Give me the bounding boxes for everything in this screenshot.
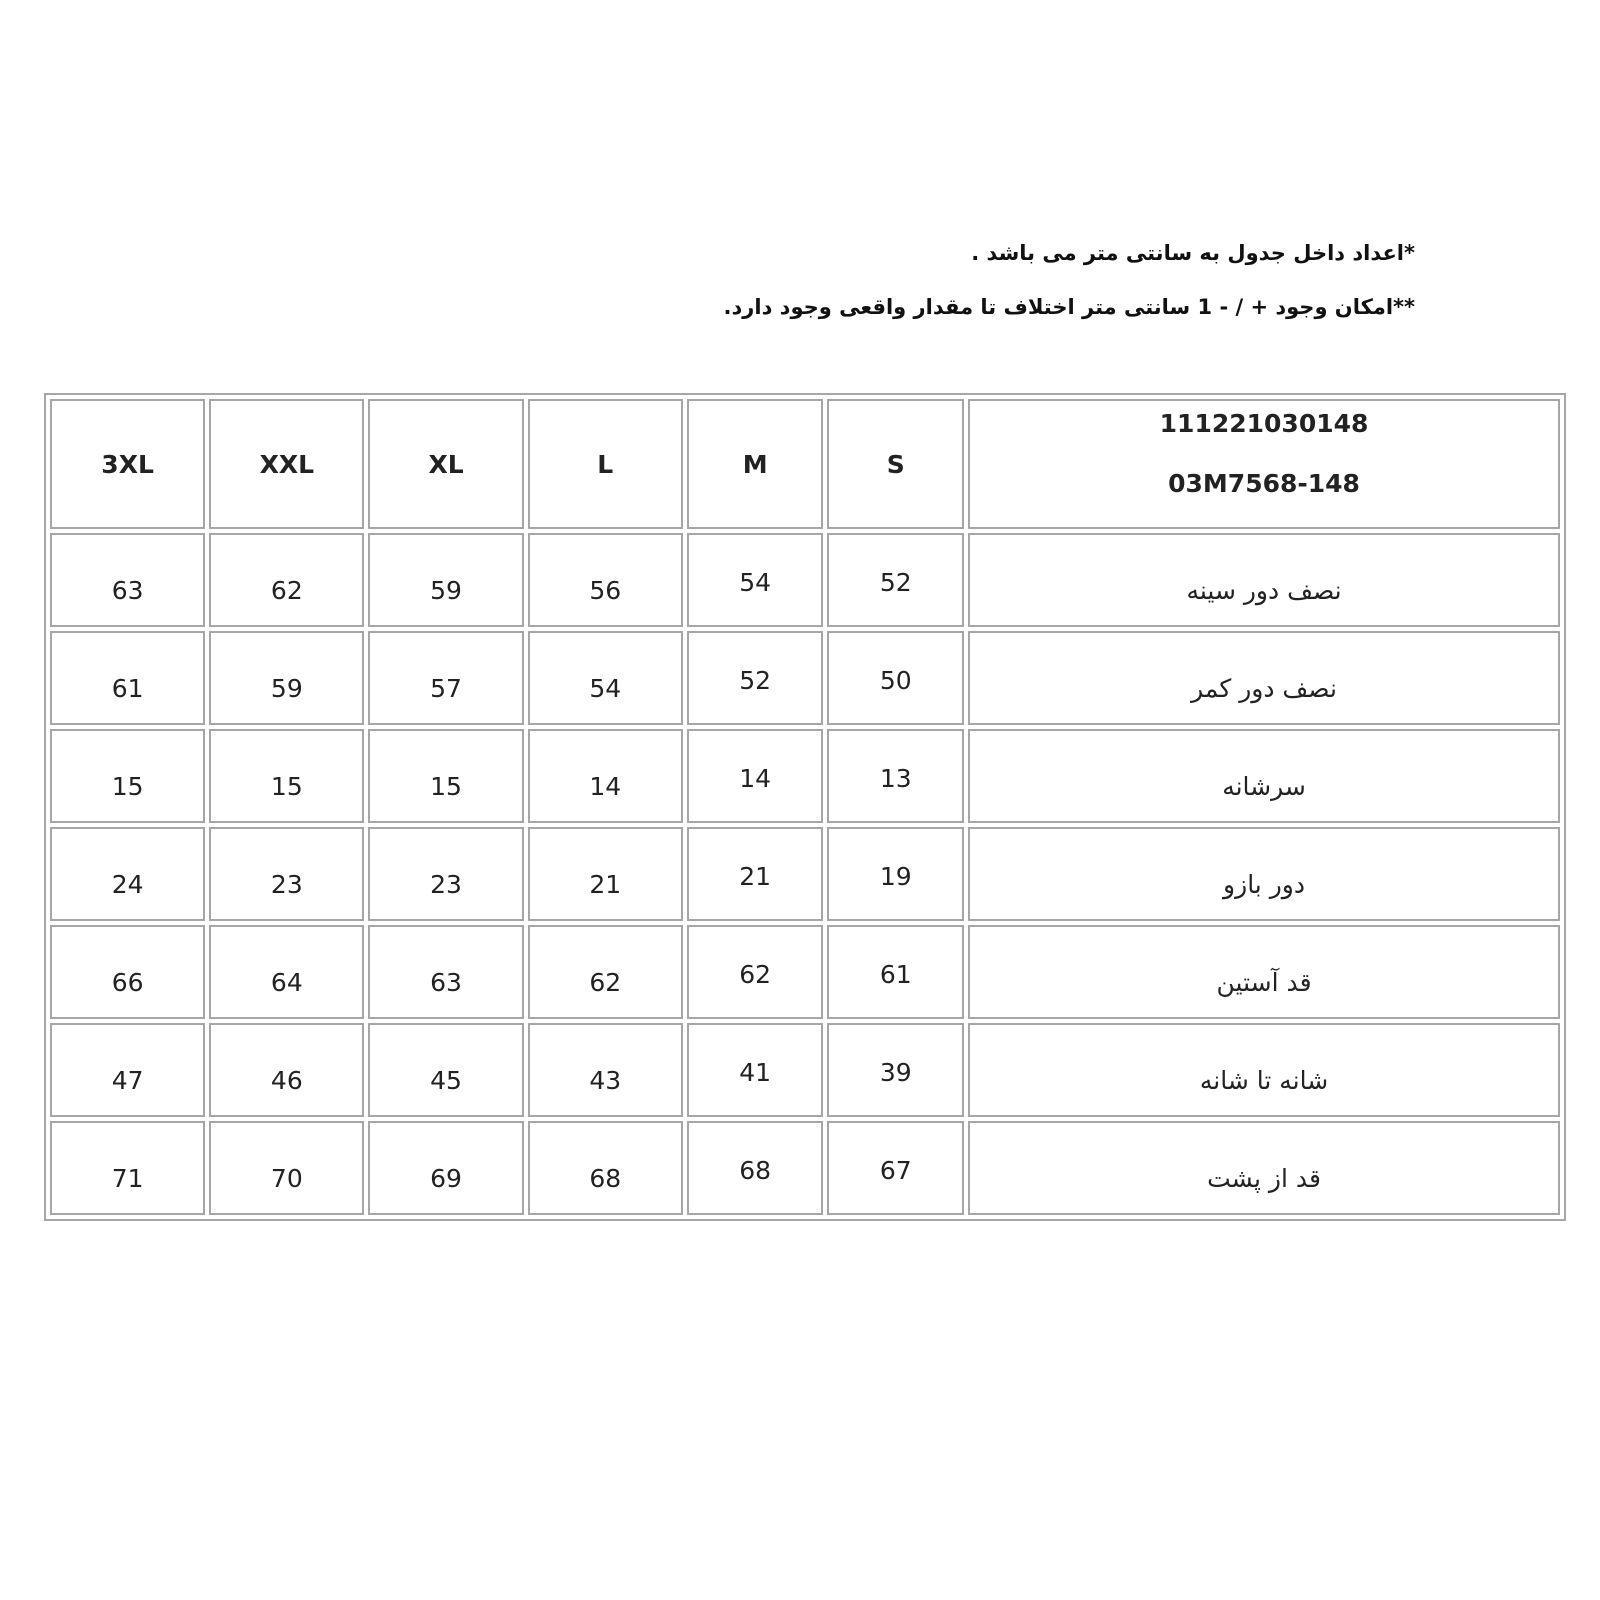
measurement-label: [968, 827, 1560, 921]
measurement-value: 19: [879, 861, 912, 891]
value-cell-3xl: [50, 729, 205, 823]
measurement-label: [968, 1121, 1560, 1215]
value-cell-3xl: [50, 533, 205, 627]
value-cell-l: [528, 631, 683, 725]
value-cell-xl: [368, 729, 523, 823]
measurement-value: 54: [589, 673, 622, 703]
measurement-label: [968, 925, 1560, 1019]
value-cell-3xl: [50, 631, 205, 725]
value-cell-xxl: [209, 631, 364, 725]
measurement-value: 15: [270, 771, 303, 801]
measurement-value: 39: [879, 1057, 912, 1087]
measurement-value: 21: [589, 869, 622, 899]
table-row: [50, 631, 1560, 725]
table-row: [50, 1023, 1560, 1117]
size-header-l: L: [528, 399, 683, 529]
measurement-label: [968, 631, 1560, 725]
size-header-s: S: [827, 399, 964, 529]
value-cell-s: [827, 631, 964, 725]
value-cell-l: [528, 1121, 683, 1215]
measurement-value: 23: [430, 869, 462, 899]
size-header-m: M: [687, 399, 824, 529]
value-cell-xxl: [209, 925, 364, 1019]
measurement-label: [968, 1023, 1560, 1117]
measurement-value: 63: [430, 967, 462, 997]
measurement-value: 52: [879, 567, 912, 597]
value-cell-3xl: [50, 1121, 205, 1215]
measurement-value: 62: [270, 575, 303, 605]
header-row: [50, 399, 1560, 529]
product-code: 111221030148: [1159, 409, 1369, 438]
value-cell-m: [687, 729, 824, 823]
value-cell-3xl: [50, 925, 205, 1019]
measurement-value: 64: [270, 967, 303, 997]
measurement-value: 54: [739, 567, 772, 597]
value-cell-xxl: [209, 533, 364, 627]
value-cell-s: [827, 1121, 964, 1215]
measurement-value: 23: [270, 869, 303, 899]
measurement-label: [968, 729, 1560, 823]
measurement-value: 50: [879, 665, 912, 695]
value-cell-3xl: [50, 827, 205, 921]
product-code-cell: [968, 399, 1560, 529]
value-cell-s: [827, 729, 964, 823]
measurement-value: 21: [739, 861, 772, 891]
measurement-value: 68: [589, 1163, 622, 1193]
measurement-label-text: نصف دور سینه: [1186, 575, 1342, 605]
size-header-xl: XL: [368, 399, 523, 529]
value-cell-xl: [368, 631, 523, 725]
measurement-value: 45: [430, 1065, 462, 1095]
measurement-value: 57: [430, 673, 462, 703]
value-cell-xl: [368, 1121, 523, 1215]
measurement-value: 47: [111, 1065, 144, 1095]
table-row: [50, 925, 1560, 1019]
value-cell-xl: [368, 925, 523, 1019]
measurement-label: [968, 533, 1560, 627]
value-cell-s: [827, 1023, 964, 1117]
value-cell-m: [687, 925, 824, 1019]
size-chart-table: [44, 393, 1566, 1221]
value-cell-xxl: [209, 729, 364, 823]
value-cell-m: [687, 631, 824, 725]
value-cell-l: [528, 827, 683, 921]
table-row: [50, 1121, 1560, 1215]
measurement-value: 41: [739, 1057, 772, 1087]
value-cell-xl: [368, 1023, 523, 1117]
value-cell-m: [687, 1121, 824, 1215]
measurement-value: 56: [589, 575, 622, 605]
value-cell-xxl: [209, 1121, 364, 1215]
value-cell-xxl: [209, 827, 364, 921]
measurement-value: 67: [879, 1155, 912, 1185]
measurement-value: 70: [270, 1163, 303, 1193]
table-row: [50, 533, 1560, 627]
value-cell-l: [528, 729, 683, 823]
size-header-3xl: 3XL: [50, 399, 205, 529]
value-cell-s: [827, 827, 964, 921]
measurement-label-text: سرشانه: [1222, 771, 1306, 801]
table-row: [50, 827, 1560, 921]
measurement-value: 52: [739, 665, 772, 695]
value-cell-xl: [368, 827, 523, 921]
measurement-value: 62: [739, 959, 772, 989]
measurement-value: 43: [589, 1065, 622, 1095]
value-cell-xl: [368, 533, 523, 627]
measurement-value: 68: [739, 1155, 772, 1185]
value-cell-s: [827, 925, 964, 1019]
measurement-value: 61: [111, 673, 144, 703]
measurement-value: 14: [739, 763, 772, 793]
measurement-value: 61: [879, 959, 912, 989]
measurement-value: 63: [111, 575, 144, 605]
value-cell-3xl: [50, 1023, 205, 1117]
measurement-value: 59: [270, 673, 303, 703]
measurement-label-text: شانه تا شانه: [1199, 1065, 1329, 1095]
measurement-value: 15: [430, 771, 462, 801]
value-cell-l: [528, 1023, 683, 1117]
measurement-value: 62: [589, 967, 622, 997]
size-notes: [595, 240, 1415, 348]
measurement-label-text: قد از پشت: [1207, 1163, 1321, 1193]
table-row: [50, 729, 1560, 823]
measurement-label-text: قد آستین: [1216, 967, 1312, 997]
note-units: *اعداد داخل جدول به سانتی متر می باشد .: [971, 241, 1415, 265]
value-cell-m: [687, 827, 824, 921]
measurement-value: 66: [111, 967, 144, 997]
product-model: 03M7568-148: [1168, 469, 1360, 498]
measurement-value: 24: [111, 869, 144, 899]
value-cell-xxl: [209, 1023, 364, 1117]
measurement-label-text: نصف دور کمر: [1191, 673, 1337, 703]
measurement-value: 14: [589, 771, 622, 801]
value-cell-m: [687, 1023, 824, 1117]
value-cell-l: [528, 925, 683, 1019]
measurement-value: 13: [879, 763, 912, 793]
value-cell-s: [827, 533, 964, 627]
measurement-value: 46: [270, 1065, 303, 1095]
measurement-label-text: دور بازو: [1223, 869, 1305, 899]
measurement-value: 59: [430, 575, 462, 605]
measurement-value: 71: [111, 1163, 144, 1193]
measurement-value: 69: [430, 1163, 462, 1193]
measurement-value: 15: [111, 771, 144, 801]
note-tolerance: **امکان وجود + / - 1 سانتی متر اختلاف تا مقدار واقعی وجود دارد.: [723, 295, 1415, 319]
value-cell-m: [687, 533, 824, 627]
value-cell-l: [528, 533, 683, 627]
size-header-xxl: XXL: [209, 399, 364, 529]
